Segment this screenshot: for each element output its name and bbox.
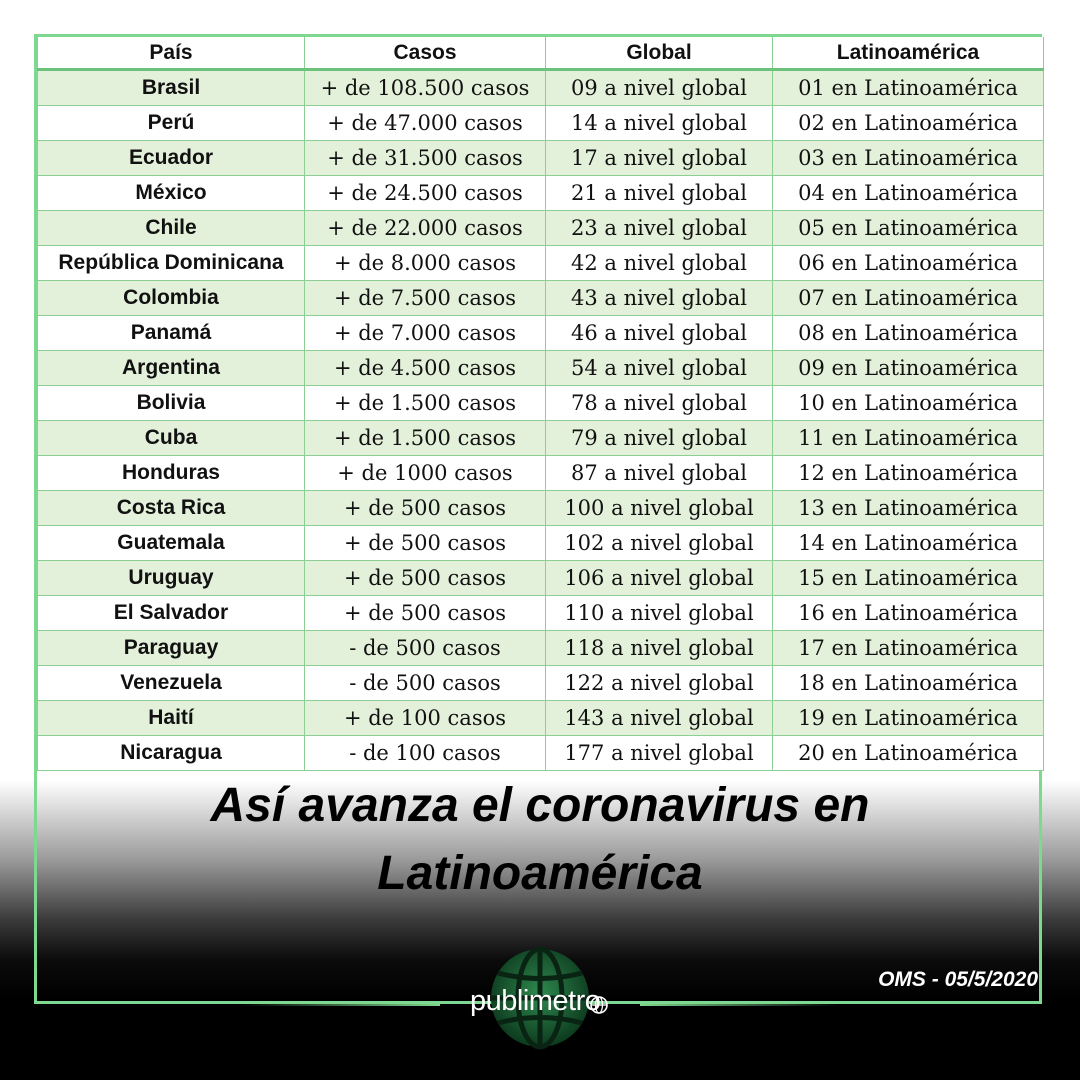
country-cell: República Dominicana — [38, 246, 305, 281]
latam-rank-cell: 16 en Latinoamérica — [773, 596, 1044, 631]
cases-cell: + de 500 casos — [305, 561, 546, 596]
cases-cell: + de 108.500 casos — [305, 70, 546, 106]
latam-rank-cell: 04 en Latinoamérica — [773, 176, 1044, 211]
global-rank-cell: 46 a nivel global — [546, 316, 773, 351]
table-row — [38, 456, 1044, 491]
table-row — [38, 666, 1044, 701]
cases-cell: + de 8.000 casos — [305, 246, 546, 281]
latam-rank-cell: 03 en Latinoamérica — [773, 141, 1044, 176]
cases-cell: - de 100 casos — [305, 736, 546, 771]
global-rank-cell: 23 a nivel global — [546, 211, 773, 246]
country-cell: Guatemala — [38, 526, 305, 561]
header-global: Global — [546, 37, 773, 70]
global-rank-cell: 79 a nivel global — [546, 421, 773, 456]
latam-rank-cell: 07 en Latinoamérica — [773, 281, 1044, 316]
global-rank-cell: 100 a nivel global — [546, 491, 773, 526]
latam-rank-cell: 11 en Latinoamérica — [773, 421, 1044, 456]
table-row — [38, 736, 1044, 771]
cases-cell: + de 1.500 casos — [305, 421, 546, 456]
decorative-line-right — [640, 1003, 840, 1006]
table-row — [38, 351, 1044, 386]
country-cell: Ecuador — [38, 141, 305, 176]
cases-cell: + de 7.000 casos — [305, 316, 546, 351]
latam-rank-cell: 08 en Latinoamérica — [773, 316, 1044, 351]
latam-rank-cell: 12 en Latinoamérica — [773, 456, 1044, 491]
table-body — [38, 70, 1044, 771]
headline-line-1: Así avanza el coronavirus en — [210, 779, 870, 832]
table-row — [38, 386, 1044, 421]
table-header-row — [38, 37, 1044, 70]
country-cell: Colombia — [38, 281, 305, 316]
table-row — [38, 141, 1044, 176]
decorative-line-left — [240, 1003, 440, 1006]
global-rank-cell: 42 a nivel global — [546, 246, 773, 281]
cases-cell: + de 7.500 casos — [305, 281, 546, 316]
covid-cases-table — [37, 37, 1044, 771]
country-cell: Nicaragua — [38, 736, 305, 771]
small-globe-icon — [590, 996, 608, 1014]
country-cell: Perú — [38, 106, 305, 141]
global-rank-cell: 78 a nivel global — [546, 386, 773, 421]
latam-rank-cell: 19 en Latinoamérica — [773, 701, 1044, 736]
latam-rank-cell: 18 en Latinoamérica — [773, 666, 1044, 701]
global-rank-cell: 110 a nivel global — [546, 596, 773, 631]
latam-rank-cell: 15 en Latinoamérica — [773, 561, 1044, 596]
cases-cell: - de 500 casos — [305, 631, 546, 666]
table-row — [38, 701, 1044, 736]
country-cell: México — [38, 176, 305, 211]
table-row — [38, 176, 1044, 211]
table-row — [38, 106, 1044, 141]
table-row — [38, 316, 1044, 351]
global-rank-cell: 09 a nivel global — [546, 70, 773, 106]
global-rank-cell: 54 a nivel global — [546, 351, 773, 386]
country-cell: Panamá — [38, 316, 305, 351]
latam-rank-cell: 02 en Latinoamérica — [773, 106, 1044, 141]
latam-rank-cell: 14 en Latinoamérica — [773, 526, 1044, 561]
global-rank-cell: 43 a nivel global — [546, 281, 773, 316]
header-casos: Casos — [305, 37, 546, 70]
table-row — [38, 70, 1044, 106]
country-cell: Honduras — [38, 456, 305, 491]
cases-cell: + de 31.500 casos — [305, 141, 546, 176]
table-row — [38, 596, 1044, 631]
global-rank-cell: 122 a nivel global — [546, 666, 773, 701]
latam-rank-cell: 05 en Latinoamérica — [773, 211, 1044, 246]
cases-cell: + de 500 casos — [305, 491, 546, 526]
latam-rank-cell: 06 en Latinoamérica — [773, 246, 1044, 281]
country-cell: Paraguay — [38, 631, 305, 666]
cases-cell: + de 500 casos — [305, 526, 546, 561]
latam-rank-cell: 13 en Latinoamérica — [773, 491, 1044, 526]
country-cell: Bolivia — [38, 386, 305, 421]
global-rank-cell: 143 a nivel global — [546, 701, 773, 736]
global-rank-cell: 118 a nivel global — [546, 631, 773, 666]
publimetro-logo-text: publimetro — [470, 985, 601, 1017]
global-rank-cell: 177 a nivel global — [546, 736, 773, 771]
table-row — [38, 211, 1044, 246]
latam-rank-cell: 09 en Latinoamérica — [773, 351, 1044, 386]
global-rank-cell: 14 a nivel global — [546, 106, 773, 141]
global-rank-cell: 87 a nivel global — [546, 456, 773, 491]
table-row — [38, 281, 1044, 316]
cases-cell: + de 22.000 casos — [305, 211, 546, 246]
table-row — [38, 526, 1044, 561]
global-rank-cell: 102 a nivel global — [546, 526, 773, 561]
table-row — [38, 246, 1044, 281]
source-date: OMS - 05/5/2020 — [878, 968, 1038, 991]
cases-cell: + de 4.500 casos — [305, 351, 546, 386]
global-rank-cell: 17 a nivel global — [546, 141, 773, 176]
table-row — [38, 421, 1044, 456]
headline-line-2: Latinoamérica — [377, 847, 703, 900]
country-cell: Argentina — [38, 351, 305, 386]
country-cell: Uruguay — [38, 561, 305, 596]
cases-cell: + de 1.500 casos — [305, 386, 546, 421]
cases-cell: + de 24.500 casos — [305, 176, 546, 211]
country-cell: El Salvador — [38, 596, 305, 631]
global-rank-cell: 106 a nivel global — [546, 561, 773, 596]
table-row — [38, 561, 1044, 596]
cases-cell: + de 47.000 casos — [305, 106, 546, 141]
country-cell: Cuba — [38, 421, 305, 456]
table-row — [38, 491, 1044, 526]
table-row — [38, 631, 1044, 666]
cases-cell: - de 500 casos — [305, 666, 546, 701]
country-cell: Costa Rica — [38, 491, 305, 526]
header-pais: País — [38, 37, 305, 70]
latam-rank-cell: 17 en Latinoamérica — [773, 631, 1044, 666]
cases-cell: + de 1000 casos — [305, 456, 546, 491]
country-cell: Chile — [38, 211, 305, 246]
global-rank-cell: 21 a nivel global — [546, 176, 773, 211]
latam-rank-cell: 10 en Latinoamérica — [773, 386, 1044, 421]
country-cell: Venezuela — [38, 666, 305, 701]
header-latinoamerica: Latinoamérica — [773, 37, 1044, 70]
cases-cell: + de 500 casos — [305, 596, 546, 631]
cases-cell: + de 100 casos — [305, 701, 546, 736]
latam-rank-cell: 20 en Latinoamérica — [773, 736, 1044, 771]
country-cell: Brasil — [38, 70, 305, 106]
country-cell: Haití — [38, 701, 305, 736]
latam-rank-cell: 01 en Latinoamérica — [773, 70, 1044, 106]
